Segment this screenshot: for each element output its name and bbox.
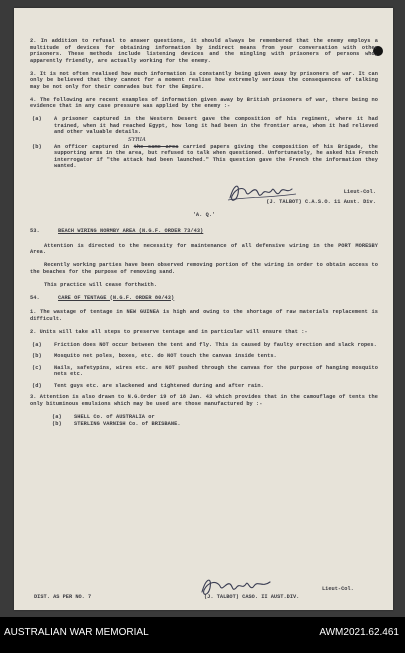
manufacturer-b xyxy=(50,421,378,428)
example-b-pre: An officer captured in xyxy=(54,143,130,150)
manufacturer-a-text: SHELL Co. of AUSTRALIA or xyxy=(74,413,155,420)
handwritten-insert: SYRIA xyxy=(128,136,146,143)
paragraph-3: 3. It is not often realised how much information is constantly being given away by prisoners of war. It can only be believed that they cannot for a moment realise how extremely serious the consequences of talking may be not only for their comrades but for the Empire. xyxy=(30,70,378,90)
example-b xyxy=(30,136,378,170)
section-53-number: 53. xyxy=(30,228,40,234)
archive-caption-bar xyxy=(0,617,405,653)
section-54-para-1: 1. The wastage of tentage in NEW GUINEA is high and owing to the shortage of raw materials replacement is difficult. xyxy=(30,309,378,322)
signature-2-rank: Lieut-Col. xyxy=(322,586,354,592)
example-a-text: A prisoner captured in the Western Desert gave the composition of his regiment, where it had trained, when it had reached Egypt, how long it had been in the frontier area, whom it had relieved and other valuable details. xyxy=(54,116,378,135)
example-b-text xyxy=(54,144,378,170)
document-body xyxy=(30,38,378,429)
manufacturer-b-text: STERLING VARNISH Co. of BRISBANE. xyxy=(74,421,181,427)
section-aq-heading: 'A. Q.' xyxy=(192,211,216,218)
manufacturer-a xyxy=(50,414,378,421)
tentage-item-a xyxy=(30,342,378,349)
example-a-label: (a) xyxy=(32,116,42,122)
handwritten-signature xyxy=(226,180,300,204)
signature-1-rank: Lieut-Col. xyxy=(343,189,376,195)
section-53-para-3: This practice will cease forthwith. xyxy=(44,281,158,288)
signature-block-1 xyxy=(30,180,378,206)
example-b-struck: the same area xyxy=(133,143,179,150)
section-54-para-3: 3. Attention is also drawn to N.G.Order 19 of 18 Jan. 43 which provides that in the camouflage of tents the only bituminous emulsions which may be used are those manufactured by :- xyxy=(30,394,378,407)
tentage-item-a-text: Friction does NOT occur between the tent and fly. This is caused by faulty erection and slack ropes. xyxy=(54,341,377,348)
example-b-label: (b) xyxy=(32,143,42,150)
tentage-item-c xyxy=(30,365,378,378)
document-page xyxy=(14,8,393,610)
section-53-heading xyxy=(30,228,378,235)
section-53-para-1: Attention is directed to the necessity for maintenance of all defensive wiring in the PORT MORESBY Area. xyxy=(30,242,378,255)
manufacturer-a-label: (a) xyxy=(52,413,62,420)
section-53-para-2: Recently working parties have been observed removing portion of the wiring in order to obtain access to the beaches for the purpose of removing sand. xyxy=(30,262,378,275)
section-53-title: BEACH WIRING NORMBY AREA (N.G.F. ORDER 73/43) xyxy=(58,228,204,234)
tentage-item-b-label: (b) xyxy=(32,353,42,359)
tentage-item-b xyxy=(30,353,378,360)
tentage-item-a-label: (a) xyxy=(32,341,42,348)
section-54-number: 54. xyxy=(30,294,40,301)
archive-reference: AWM2021.62.461 xyxy=(319,627,399,638)
archive-name: AUSTRALIAN WAR MEMORIAL xyxy=(4,627,149,638)
signature-1-name: (J. TALBOT) C.A.S.O. 11 Aust. Div. xyxy=(266,199,376,205)
tentage-item-d xyxy=(30,383,378,390)
example-a xyxy=(30,116,378,136)
section-54-para-2: 2. Units will take all steps to preserve tentage and in particular will ensure that :- xyxy=(30,328,308,335)
tentage-item-d-label: (d) xyxy=(32,382,42,389)
manufacturer-b-label: (b) xyxy=(52,421,62,427)
tentage-item-b-text: Mosquito net poles, boxes, etc. do NOT touch the canvas inside tents. xyxy=(54,353,277,359)
example-b-post: carried papers giving the composition of his Brigade, the supporting arms in the area, but refused to talk when questioned. Unfortunately, he asked his French interrogator if "the attack had been launched." This question gave the French the information they wanted. xyxy=(54,143,378,169)
tentage-item-c-label: (c) xyxy=(32,364,42,371)
section-54-heading xyxy=(30,295,378,302)
distribution-note: DIST. AS PER NO. 7 xyxy=(34,594,92,600)
tentage-item-c-text: Nails, safetypins, wires etc. are NOT pushed through the canvas for the purpose of hanging mosquito nets etc. xyxy=(54,364,378,377)
tentage-item-d-text: Tent guys etc. are slackened and tightened during and after rain. xyxy=(54,382,264,389)
paragraph-4: 4. The following are recent examples of information given away by British prisoners of war, there being no evidence that in any case pressure was applied by the enemy :- xyxy=(30,96,378,109)
section-54-title: CARE OF TENTAGE (N.G.F. ORDER 80/43) xyxy=(58,294,175,301)
paragraph-2: 2. In addition to refusal to answer questions, it should always be remembered that the enemy employs a multitude of devices for obtaining information by indirect means from your conversation with other prisoners. These methods include listening devices and the mingling with prisoners of persons who, apparently friendly, are actually working for the enemy. xyxy=(30,38,378,64)
signature-2-name: (J. TALBOT) CASO. II AUST.DIV. xyxy=(204,594,300,600)
